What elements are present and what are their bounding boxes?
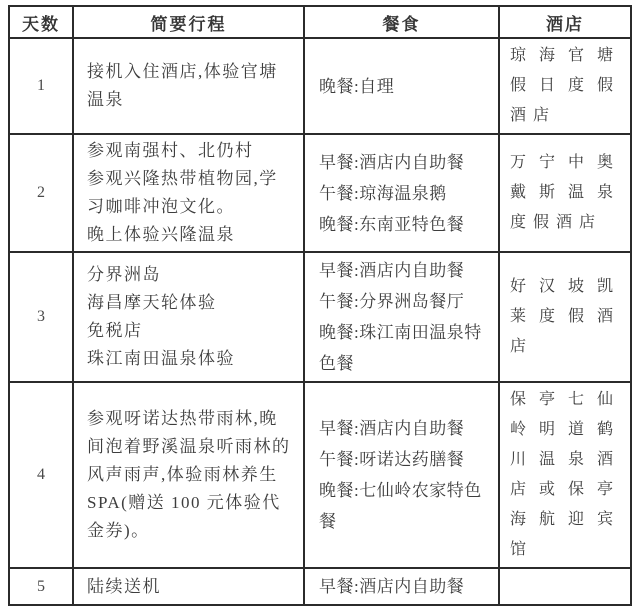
table-row [9,252,631,382]
meal-line: 晚餐:珠江南田温泉特色餐 [319,323,482,373]
header-days: 天数 [9,6,73,38]
meals-cell [304,38,499,134]
header-hotel: 酒店 [499,6,631,38]
itinerary-line: 参观南强村、北仍村 [87,141,254,160]
table-row [9,134,631,252]
meal-line: 午餐:分界洲岛餐厅 [319,292,465,311]
itinerary-line: 晚上体验兴隆温泉 [87,225,235,244]
hotel-cell: 琼海官塘假日度假酒店 [499,38,631,134]
itinerary-cell [73,382,304,568]
meal-line: 晚餐:自理 [319,76,395,96]
itinerary-line: 免税店 [87,321,143,340]
hotel-cell: 万宁中奥戴斯温泉度假酒店 [499,134,631,252]
table-row [9,568,631,605]
header-itinerary: 简要行程 [73,6,304,38]
meals-cell [304,252,499,382]
itinerary-line: 参观兴隆热带植物园,学习咖啡冲泡文化。 [87,169,278,216]
itinerary-line: 海昌摩天轮体验 [87,293,217,312]
day-cell: 4 [9,382,73,568]
meal-line: 午餐:呀诺达药膳餐 [319,450,465,469]
table-row [9,382,631,568]
meal-line: 早餐:酒店内自助餐 [319,577,465,596]
day-cell: 5 [9,568,73,605]
day-cell: 1 [9,38,73,134]
hotel-cell: 好汉坡凯莱度假酒店 [499,252,631,382]
hotel-cell: 保亭七仙岭明道鹤川温泉酒店或保亭海航迎宾馆 [499,382,631,568]
itinerary-cell [73,38,304,134]
itinerary-table [8,5,632,606]
meal-line: 晚餐:七仙岭农家特色餐 [319,481,482,531]
meals-cell [304,134,499,252]
header-meals: 餐食 [304,6,499,38]
itinerary-line: 参观呀诺达热带雨林,晚间泡着野溪温泉听雨林的风声雨声,体验雨林养生 SPA(赠送 100 元体验代金券)。 [87,409,291,540]
itinerary-cell [73,252,304,382]
itinerary-line: 接机入住酒店,体验官塘温泉 [87,62,278,109]
meal-line: 早餐:酒店内自助餐 [319,261,465,280]
itinerary-line: 珠江南田温泉体验 [87,349,235,368]
itinerary-cell [73,568,304,605]
meals-cell [304,382,499,568]
day-cell: 3 [9,252,73,382]
itinerary-line: 分界洲岛 [87,265,161,284]
header-row [9,6,631,38]
meal-line: 早餐:酒店内自助餐 [319,152,465,172]
itinerary-line: 陆续送机 [87,576,161,596]
table-row [9,38,631,134]
meals-cell [304,568,499,605]
meal-line: 早餐:酒店内自助餐 [319,419,465,438]
meal-line: 晚餐:东南亚特色餐 [319,214,465,234]
meal-line: 午餐:琼海温泉鹅 [319,183,447,203]
hotel-cell [499,568,631,605]
itinerary-cell [73,134,304,252]
day-cell: 2 [9,134,73,252]
table-body [9,38,631,605]
